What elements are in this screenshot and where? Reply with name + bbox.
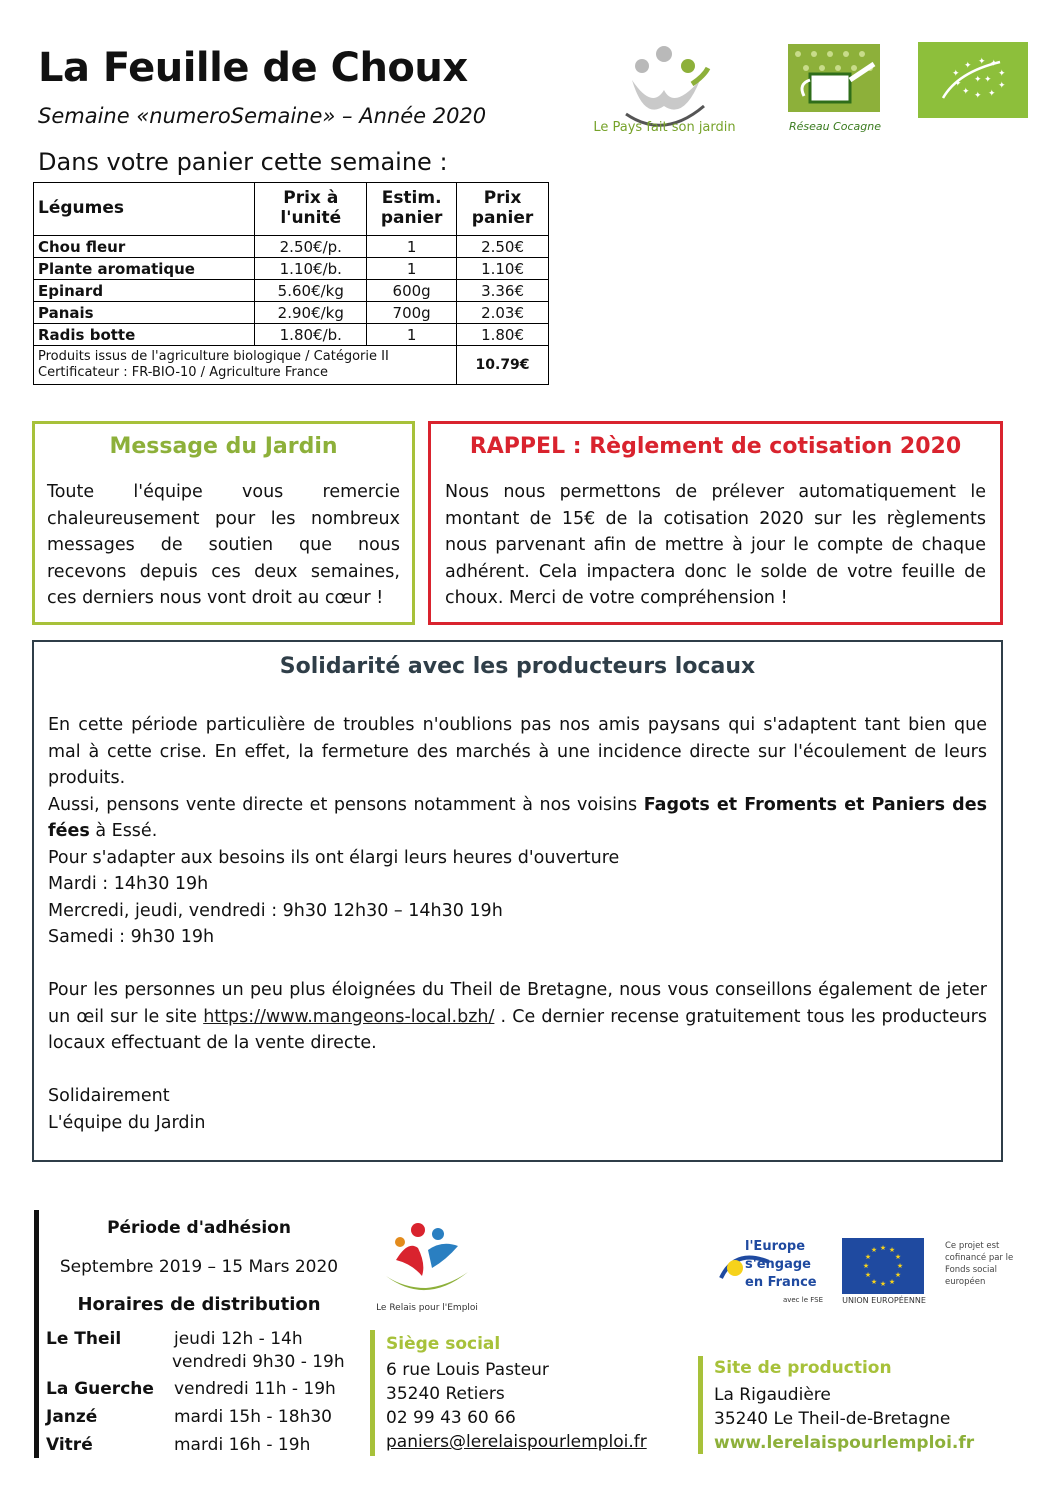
svg-text:★: ★: [894, 1253, 902, 1261]
website-link[interactable]: www.lerelaispourlemploi.fr: [714, 1433, 975, 1453]
solidarite-paragraph-4: [48, 977, 987, 1057]
veg-name: Chou fleur: [34, 236, 255, 258]
header-prix-panier: Prix panier: [457, 183, 549, 236]
svg-text:★: ★: [888, 1278, 896, 1286]
veg-price: 3.36€: [457, 280, 549, 302]
veg-unit-price: 1.10€/b.: [255, 258, 367, 280]
veg-price: 2.03€: [457, 302, 549, 324]
europe-logo-text: l'Europe s'engage en France: [745, 1239, 817, 1290]
signature-line-2: L'équipe du Jardin: [48, 1112, 206, 1133]
svg-text:★: ★: [888, 1246, 896, 1254]
veg-qty: 600g: [367, 280, 457, 302]
rappel-title: RAPPEL : Règlement de cotisation 2020: [469, 434, 962, 459]
message-title: Message du Jardin: [109, 434, 338, 459]
schedule-time: mardi 15h - 18h30: [174, 1407, 332, 1427]
message-text: Toute l'équipe vous remercie chaleureusement pour les nombreux messages de soutien que nous recevons depuis ces deux semaines, ces derniers nous vont droit au cœur !: [47, 482, 400, 608]
paragraph-2-end: à Essé.: [89, 821, 158, 841]
basket-total: 10.79€: [457, 346, 549, 385]
svg-text:★: ★: [870, 1246, 878, 1254]
header-estim-panier: Estim. panier: [367, 183, 457, 236]
eu-organic-leaf-logo: [918, 42, 1028, 118]
schedule-row: [46, 1379, 366, 1401]
basket-table: [33, 182, 549, 385]
svg-text:★: ★: [896, 1262, 904, 1270]
svg-text:★: ★: [879, 1244, 887, 1252]
svg-text:✦: ✦: [952, 69, 960, 79]
veg-name: Plante aromatique: [34, 258, 255, 280]
svg-text:✦: ✦: [978, 57, 986, 67]
paragraph-4-text: Pour les personnes un peu plus éloignées du Theil de Bretagne, nous vous conseillons également de jeter un œil sur le site: [48, 980, 987, 1027]
table-footer-row: [34, 346, 549, 385]
svg-text:✦: ✦: [990, 59, 998, 69]
table-row: [34, 302, 549, 324]
svg-text:✦: ✦: [998, 81, 1006, 91]
svg-text:★: ★: [879, 1280, 887, 1288]
horaires-title: Horaires de distribution: [77, 1294, 321, 1315]
svg-text:✦: ✦: [998, 69, 1006, 79]
header-prix-unite: Prix à l'unité: [255, 183, 367, 236]
svg-text:✦: ✦: [954, 79, 962, 89]
certification-line-2: Certificateur : FR-BIO-10 / Agriculture France: [38, 365, 329, 380]
schedule-row: [46, 1435, 366, 1457]
schedule-row: [44, 1352, 364, 1374]
veg-price: 2.50€: [457, 236, 549, 258]
paragraph-2-text: Aussi, pensons vente directe et pensons notamment à nos voisins: [48, 794, 644, 815]
veg-name: Radis botte: [34, 324, 255, 346]
solidarite-paragraph-2: [48, 792, 987, 845]
basket-heading: Dans votre panier cette semaine :: [38, 148, 448, 176]
solidarite-body: [48, 712, 987, 1136]
schedule-time: jeudi 12h - 14h: [174, 1329, 303, 1349]
siege-address: [386, 1358, 647, 1454]
schedule-time: mardi 16h - 19h: [174, 1435, 311, 1455]
eu-flag-caption: UNION EUROPÉENNE: [842, 1296, 926, 1305]
site-address: [714, 1383, 974, 1455]
schedule-city: Janzé: [46, 1407, 98, 1427]
solidarite-paragraph-3: Pour s'adapter aux besoins ils ont élargi leurs heures d'ouverture: [48, 847, 620, 868]
veg-price: 1.10€: [457, 258, 549, 280]
svg-text:✦: ✦: [962, 87, 970, 97]
siege-email-link[interactable]: paniers@lerelaispourlemploi.fr: [386, 1432, 647, 1452]
svg-text:★: ★: [864, 1271, 872, 1279]
hours-line: Mardi : 14h30 19h: [48, 874, 209, 894]
siege-phone: 02 99 43 60 66: [386, 1408, 516, 1428]
table-row: [34, 258, 549, 280]
site-title: Site de production: [714, 1358, 892, 1378]
schedule-city: Le Theil: [46, 1329, 122, 1349]
relais-pour-emploi-logo: [378, 1220, 474, 1302]
veg-unit-price: 2.50€/p.: [255, 236, 367, 258]
schedule-row: [46, 1407, 366, 1429]
siege-bar: [370, 1330, 375, 1456]
reseau-cocagne-logo: [788, 44, 880, 112]
veg-name: Epinard: [34, 280, 255, 302]
adhesion-dates: Septembre 2019 – 15 Mars 2020: [59, 1257, 339, 1277]
siege-line: 6 rue Louis Pasteur: [386, 1360, 549, 1380]
veg-unit-price: 1.80€/b.: [255, 324, 367, 346]
siege-line: 35240 Retiers: [386, 1384, 505, 1404]
europe-logo-subtext: avec le FSE: [782, 1296, 823, 1304]
svg-text:✦: ✦: [974, 75, 982, 85]
veg-price: 1.80€: [457, 324, 549, 346]
site-line: La Rigaudière: [714, 1385, 831, 1405]
table-row: [34, 280, 549, 302]
site-bar: [698, 1356, 703, 1454]
hours-line: Samedi : 9h30 19h: [48, 927, 215, 947]
hours-line: Mercredi, jeudi, vendredi : 9h30 12h30 – 14h30 19h: [48, 900, 503, 921]
page-subtitle: Semaine «numeroSemaine» – Année 2020: [38, 104, 487, 128]
svg-text:★: ★: [870, 1278, 878, 1286]
veg-qty: 1: [367, 236, 457, 258]
pays-logo-caption: Le Pays fait son jardin: [593, 120, 736, 135]
footer-left-bar: [34, 1210, 39, 1458]
veg-qty: 1: [367, 258, 457, 280]
adhesion-title: Période d'adhésion: [107, 1218, 291, 1238]
mangeons-local-link[interactable]: https://www.mangeons-local.bzh/: [203, 1006, 495, 1027]
schedule-time: vendredi 9h30 - 19h: [172, 1352, 345, 1372]
rappel-box: [428, 421, 1003, 625]
schedule-city: La Guerche: [46, 1379, 154, 1399]
eu-flag-icon: [842, 1238, 924, 1294]
site-line: 35240 Le Theil-de-Bretagne: [714, 1409, 951, 1429]
table-row: [34, 324, 549, 346]
fse-cofinance-note: Ce projet est cofinancé par le Fonds social européen: [945, 1241, 1014, 1287]
schedule-city: Vitré: [46, 1435, 93, 1455]
table-row: [34, 236, 549, 258]
siege-title: Siège social: [386, 1334, 501, 1354]
header-legumes: Légumes: [34, 183, 255, 236]
table-header-row: [34, 183, 549, 236]
svg-text:✦: ✦: [988, 89, 996, 99]
veg-qty: 1: [367, 324, 457, 346]
svg-text:★: ★: [862, 1262, 870, 1270]
svg-text:★: ★: [894, 1271, 902, 1279]
spacer: [48, 1057, 987, 1084]
paragraph-4-end: . Ce dernier recense gratuitement tous les producteurs locaux effectuant de la vente directe.: [48, 1006, 987, 1053]
producer-names: Fagots et Froments et Paniers des fées: [48, 794, 987, 841]
spacer: [48, 951, 987, 978]
schedule-time: vendredi 11h - 19h: [174, 1379, 336, 1399]
schedule-row: [46, 1329, 366, 1351]
svg-text:✦: ✦: [974, 91, 982, 101]
solidarite-title: Solidarité avec les producteurs locaux: [279, 654, 756, 679]
europe-s-engage-logo: [715, 1238, 823, 1304]
cocagne-logo-caption: Réseau Cocagne: [788, 120, 882, 133]
svg-text:✦: ✦: [984, 75, 992, 85]
veg-qty: 700g: [367, 302, 457, 324]
veg-name: Panais: [34, 302, 255, 324]
message-box: [32, 421, 415, 625]
page-title: La Feuille de Choux: [38, 45, 468, 91]
svg-text:★: ★: [864, 1253, 872, 1261]
veg-unit-price: 2.90€/kg: [255, 302, 367, 324]
relais-logo-caption: Le Relais pour l'Emploi: [376, 1303, 478, 1313]
solidarite-box: [32, 640, 1003, 1162]
solidarite-paragraph-1: En cette période particulière de troubles n'oublions pas nos amis paysans qui s'adaptent tant bien que mal à cette crise. En effet, la fermeture des marchés à une incidence directe sur l'écoulement de leurs produits.: [48, 715, 987, 788]
signature-line-1: Solidairement: [48, 1086, 170, 1106]
certification-note: [34, 346, 457, 385]
svg-text:✦: ✦: [964, 61, 972, 71]
veg-unit-price: 5.60€/kg: [255, 280, 367, 302]
certification-line-1: Produits issus de l'agriculture biologique / Catégorie II: [38, 349, 389, 365]
rappel-text: Nous nous permettons de prélever automatiquement le montant de 15€ de la cotisation 2020 sur les règlements nous parvenant afin de mettre à jour le compte de chaque adhérent. Cela impactera donc le solde de votre feuille de choux. Merci de votre compréhension !: [445, 482, 986, 608]
